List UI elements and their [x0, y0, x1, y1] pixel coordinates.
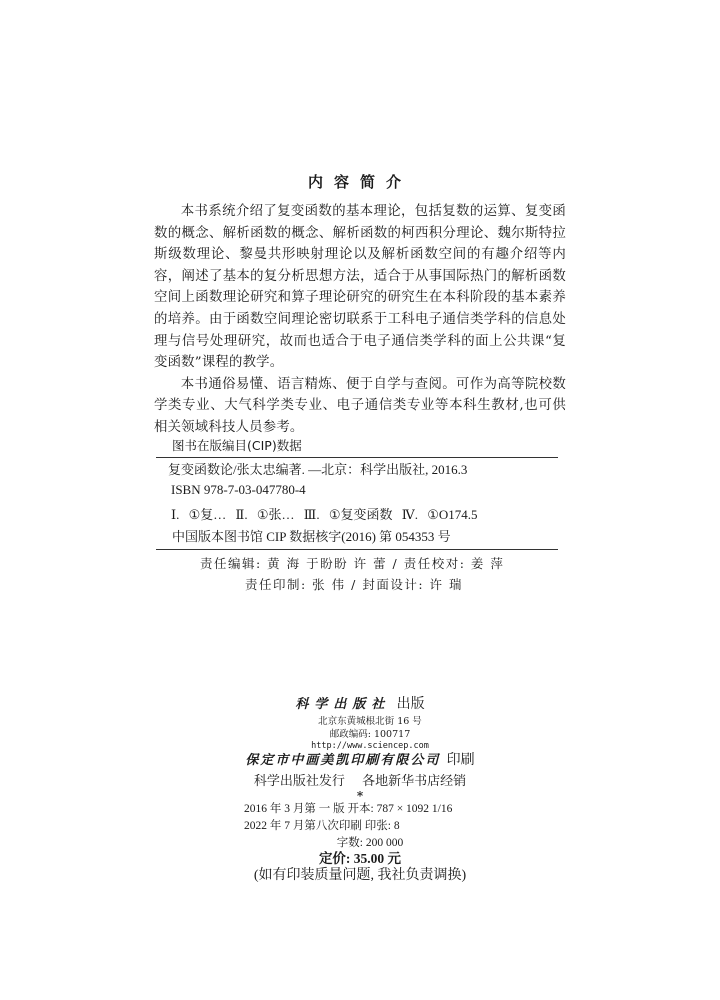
word-count: 字数: 200 000 — [336, 837, 404, 849]
quality-notice: (如有印装质量问题, 我社负责调换) — [253, 868, 467, 883]
cip-heading: 图书在版编目(CIP)数据 — [172, 438, 302, 453]
intro-body — [154, 201, 566, 439]
publisher-postcode: 邮政编码: 100717 — [329, 729, 411, 740]
cip-data-block — [156, 457, 558, 550]
intro-paragraph-2: 本书通俗易懂、语言精炼、便于自学与查阅。可作为高等院校数学类专业、大气科学类专业、电子通信类专业等本科生教材,也可供相关领域科技人员参考。 — [154, 376, 566, 435]
cip-isbn: ISBN 978-7-03-047780-4 — [171, 482, 306, 497]
publisher-name: 科学出版社 — [295, 697, 391, 712]
cip-classification: Ⅰ. ①复… Ⅱ. ①张… Ⅲ. ①复变函数 Ⅳ. ①O174.5 — [171, 507, 478, 522]
production-credits: 责任印制: 张 伟 / 封面设计: 许 瑞 — [245, 577, 463, 592]
price: 定价: 35.00 元 — [318, 851, 402, 866]
publisher-line — [0, 696, 720, 714]
edition-info — [244, 801, 452, 835]
editor-credits: 责任编辑: 黄 海 于盼盼 许 蕾 / 责任校对: 姜 萍 — [200, 556, 505, 571]
printer-name: 保定市中画美凯印刷有限公司 — [245, 753, 441, 768]
printing-line: 2022 年 7 月第八次印刷 印张: 8 — [244, 820, 400, 832]
first-edition-line: 2016 年 3 月第 一 版 开本: 787 × 1092 1/16 — [244, 803, 453, 815]
distribution-line: 科学出版社发行 各地新华书店经销 — [253, 773, 467, 788]
intro-title: 内容简介 — [307, 173, 412, 191]
publisher-address: 北京东黄城根北街 16 号 — [318, 716, 422, 727]
cip-title-line: 复变函数论/张太忠编著. —北京：科学出版社, 2016.3 — [168, 462, 468, 477]
intro-paragraph-1: 本书系统介绍了复变函数的基本理论，包括复数的运算、复变函数的概念、解析函数的概念、解析函数的柯西积分理论、魏尔斯特拉斯级数理论、黎曼共形映射理论以及解析函数空间的有趣介绍等内容，阐述了基本的复分析思想方法，适合于从事国际热门的解析函数空间上函数理论研究和算子理论研究的研究生在本科阶段的基本素养的培养。由于函数空间理论密切联系于工科电子通信类学科的信息处理与信号处理研究，故而也适合于电子通信类学科的面上公共课“复变函数”课程的教学。 — [154, 204, 566, 371]
cip-record-number: 中国版本图书馆 CIP 数据核字(2016) 第 054353 号 — [172, 529, 451, 544]
printer-line — [0, 752, 720, 770]
publisher-website: http://www.sciencep.com — [311, 741, 429, 751]
printer-suffix: 印刷 — [446, 753, 475, 768]
separator-star-icon: * — [356, 789, 364, 803]
publisher-suffix: 出版 — [396, 697, 425, 712]
